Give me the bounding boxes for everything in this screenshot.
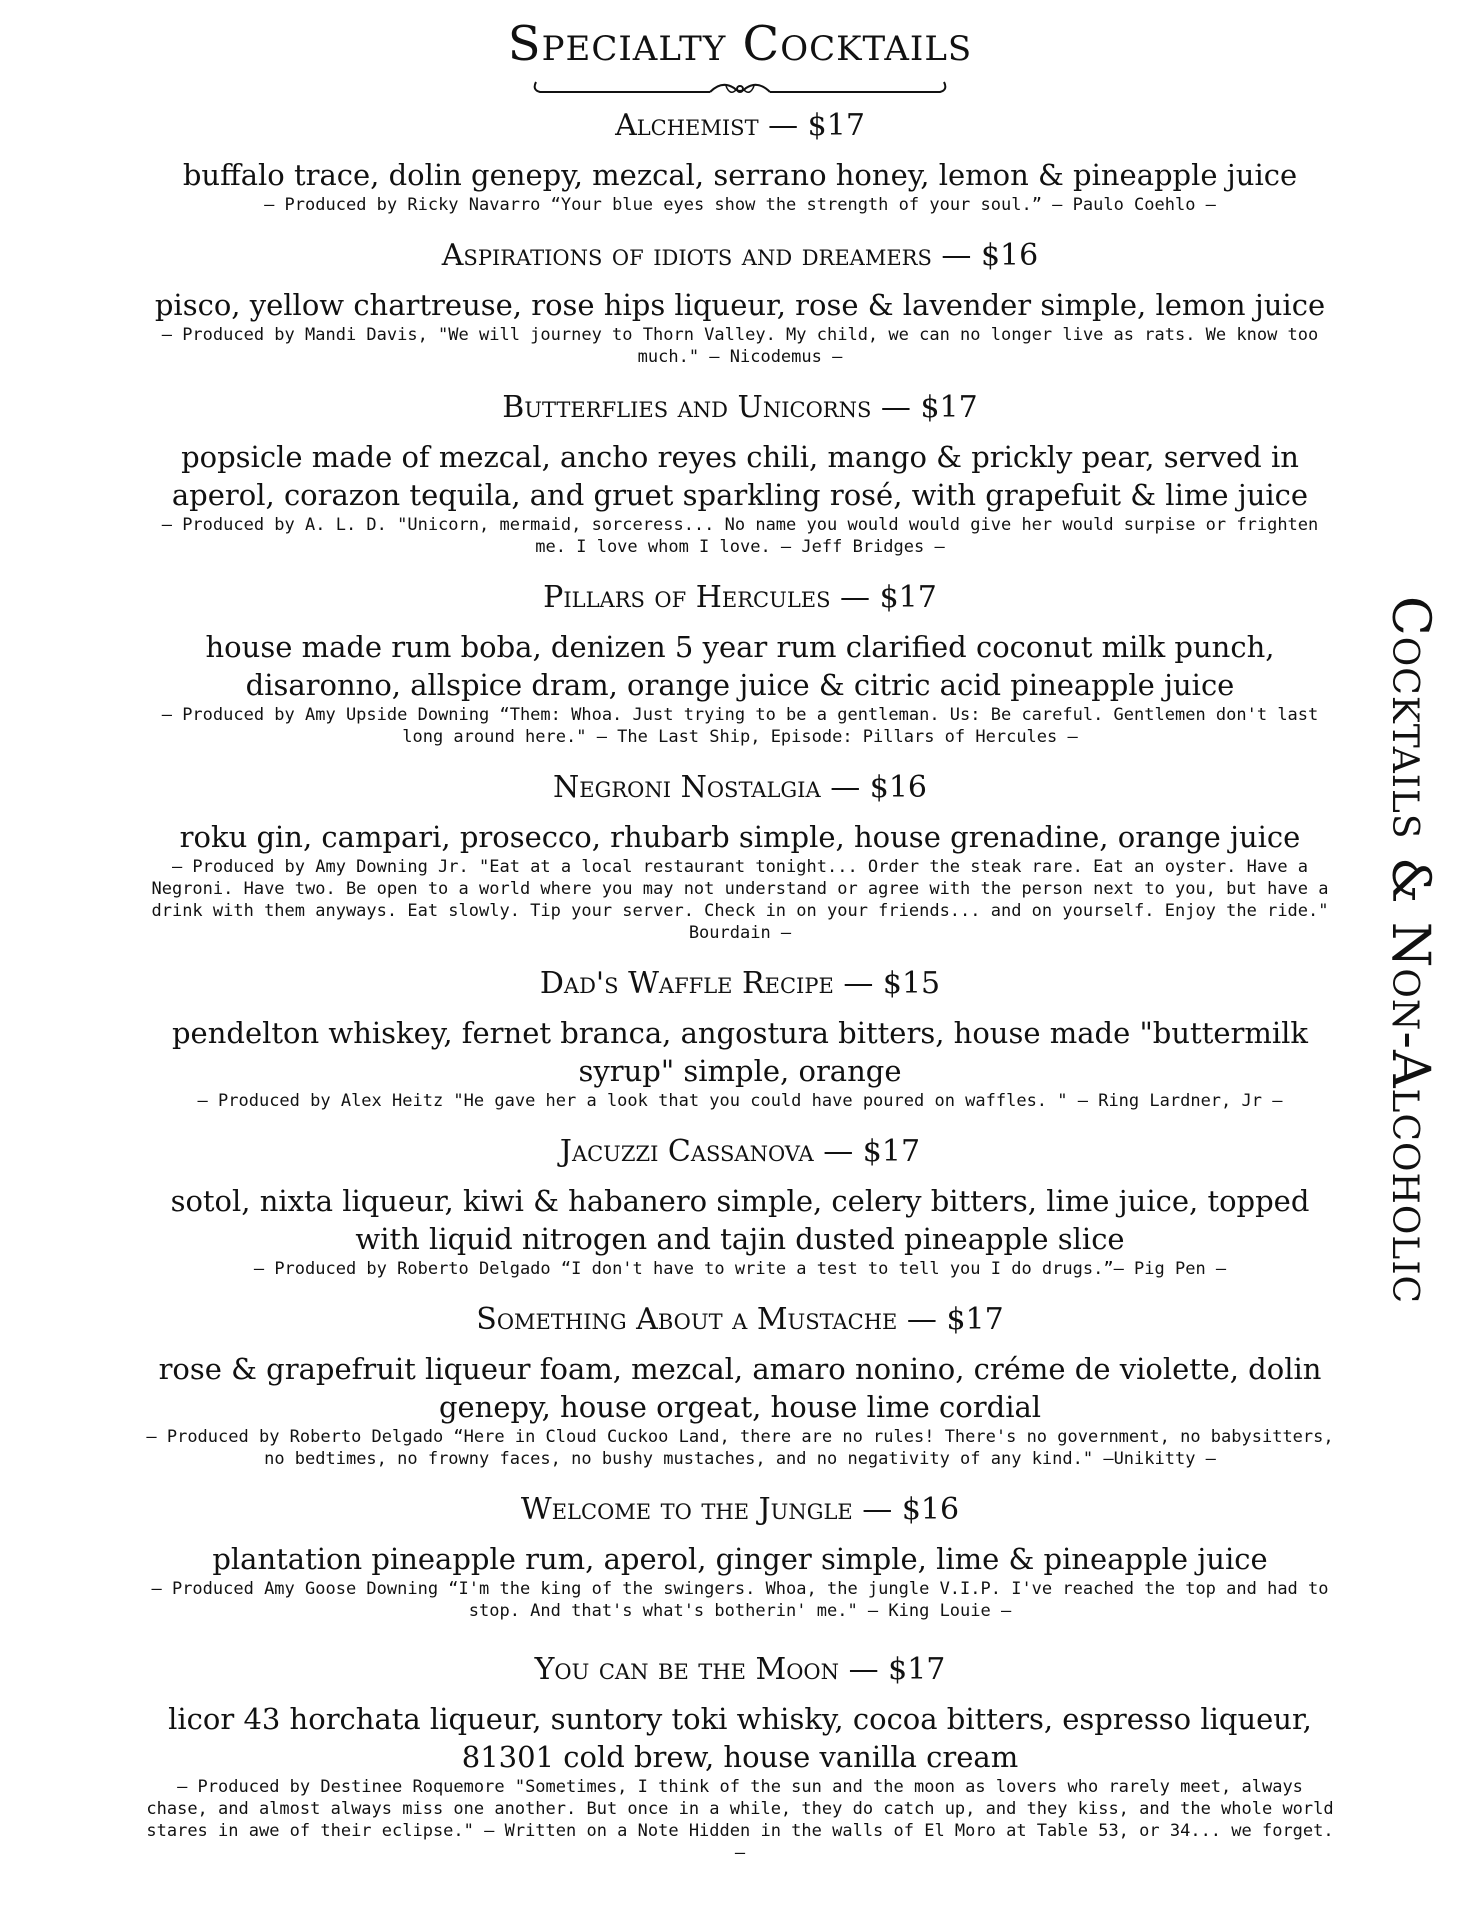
item-credit: – Produced by Amy Downing Jr. "Eat at a local restaurant tonight... Order the steak rare. Eat an oyster. Have a Negroni. Have two. Be open to a world where you may not understand or agree with the person next to you, but have a drink with them anyways. Eat slowly. Tip your server. Check in on your friends... and on yourself. Enjoy the ride." Bourdain – (151, 857, 1329, 943)
item-name: Dad's Waffle Recipe (539, 966, 834, 1001)
item-name: You can be the Moon (534, 1652, 840, 1687)
menu-page (140, 0, 1340, 1920)
item-heading (140, 1652, 1340, 1688)
item-description: buffalo trace, dolin genepy, mezcal, serrano honey, lemon & pineapple juice (182, 158, 1298, 192)
item-name: Pillars of Hercules (543, 580, 831, 615)
item-credit: – Produced by Ricky Navarro “Your blue eyes show the strength of your soul.” – Paulo Coehlo – (264, 195, 1216, 215)
item-credit: – Produced by Roberto Delgado “Here in Cloud Cuckoo Land, there are no rules! There's no government, no babysitters, no bedtimes, no frowny faces, no bushy mustaches, and no negativity of any kind." –Unikitty – (146, 1427, 1334, 1469)
item-credit: – Produced by Roberto Delgado “I don't have to write a test to tell you I do drugs.”– Pig Pen – (253, 1259, 1227, 1279)
item-price: $17 (920, 390, 978, 425)
item-credit: – Produced Amy Goose Downing “I'm the king of the swingers. Whoa, the jungle V.I.P. I've reached the top and had to stop. And that's what's botherin' me." – King Louie – (151, 1579, 1329, 1621)
cocktail-list (140, 108, 1340, 1864)
item-separator: — (852, 1492, 902, 1527)
item-description: popsicle made of mezcal, ancho reyes chili, mango & prickly pear, served in aperol, corazon tequila, and gruet sparkling rosé, with grapefuit & lime juice (171, 440, 1309, 512)
item-price: $15 (882, 966, 941, 1001)
item-credit: – Produced by Mandi Davis, "We will journey to Thorn Valley. My child, we can no longer live as rats. We know too much." – Nicodemus – (161, 325, 1319, 367)
item-name: Butterflies and Unicorns (502, 390, 872, 425)
item-separator: — (931, 238, 981, 273)
item-separator: — (897, 1302, 947, 1337)
item-description: plantation pineapple rum, aperol, ginger simple, lime & pineapple juice (212, 1542, 1268, 1576)
item-name: Negroni Nostalgia (553, 770, 821, 805)
item-description: rose & grapefruit liqueur foam, mezcal, amaro nonino, créme de violette, dolin genepy, house orgeat, house lime cordial (158, 1352, 1322, 1424)
item-price: $17 (807, 108, 865, 143)
item-name: Aspirations of idiots and dreamers (441, 238, 932, 273)
scroll-divider-icon (530, 76, 950, 100)
item-separator: — (830, 580, 880, 615)
menu-item (140, 770, 1340, 944)
item-name: Welcome to the Jungle (520, 1492, 853, 1527)
item-price: $16 (901, 1492, 960, 1527)
item-description: house made rum boba, denizen 5 year rum clarified coconut milk punch, disaronno, allspice dram, orange juice & citric acid pineapple juice (205, 630, 1275, 702)
item-credit: – Produced by Destinee Roquemore "Sometimes, I think of the sun and the moon as lovers who rarely meet, always chase, and almost always miss one another. But once in a while, they do catch up, and they kiss, and the whole world stares in awe of their eclipse." – Written on a Note Hidden in the walls of El Moro at Table 53, or 34... we forget. – (146, 1777, 1334, 1863)
item-heading (140, 1492, 1340, 1528)
item-price: $16 (869, 770, 927, 805)
item-heading (140, 238, 1340, 274)
item-name: Alchemist (615, 108, 759, 143)
menu-item (140, 108, 1340, 216)
item-description: pisco, yellow chartreuse, rose hips liqueur, rose & lavender simple, lemon juice (154, 288, 1326, 322)
item-name: Jacuzzi Cassanova (559, 1134, 814, 1169)
item-separator: — (839, 1652, 889, 1687)
menu-item (140, 390, 1340, 558)
item-description: sotol, nixta liqueur, kiwi & habanero simple, celery bitters, lime juice, topped with liquid nitrogen and tajin dusted pineapple slice (170, 1184, 1310, 1256)
menu-title: Specialty Cocktails (507, 16, 973, 72)
item-separator: — (813, 1134, 863, 1169)
item-price: $17 (946, 1302, 1004, 1337)
side-section-title: Cocktails & Non-Alcoholic (1380, 596, 1440, 1305)
item-description: licor 43 horchata liqueur, suntory toki whisky, cocoa bitters, espresso liqueur, 81301 cold brew, house vanilla cream (168, 1702, 1312, 1774)
menu-item (140, 1492, 1340, 1622)
item-credit: – Produced by A. L. D. "Unicorn, mermaid, sorceress... No name you would would give her would surpise or frighten me. I love whom I love. – Jeff Bridges – (161, 515, 1319, 557)
item-credit: – Produced by Amy Upside Downing “Them: Whoa. Just trying to be a gentleman. Us: Be careful. Gentlemen don't last long around here." – The Last Ship, Episode: Pillars of Hercules – (161, 705, 1319, 747)
item-heading (140, 390, 1340, 426)
menu-item (140, 1302, 1340, 1470)
item-price: $17 (862, 1134, 921, 1169)
item-heading (140, 770, 1340, 806)
item-description: pendelton whiskey, fernet branca, angostura bitters, house made "buttermilk syrup" simple, orange (171, 1016, 1308, 1088)
item-price: $17 (879, 580, 937, 615)
item-heading (140, 580, 1340, 616)
item-heading (140, 1302, 1340, 1338)
item-heading (140, 108, 1340, 144)
menu-item (140, 580, 1340, 748)
item-separator: — (833, 966, 883, 1001)
item-separator: — (820, 770, 870, 805)
item-price: $16 (980, 238, 1039, 273)
item-heading (140, 1134, 1340, 1170)
item-name: Something About a Mustache (476, 1302, 898, 1337)
item-heading (140, 966, 1340, 1002)
item-separator: — (871, 390, 921, 425)
item-description: roku gin, campari, prosecco, rhubarb simple, house grenadine, orange juice (179, 820, 1301, 854)
menu-item (140, 238, 1340, 368)
menu-item (140, 1652, 1340, 1864)
item-credit: – Produced by Alex Heitz "He gave her a look that you could have poured on waffles. " – Ring Lardner, Jr – (197, 1091, 1283, 1111)
item-price: $17 (888, 1652, 946, 1687)
menu-item (140, 966, 1340, 1112)
menu-item (140, 1134, 1340, 1280)
item-separator: — (758, 108, 808, 143)
